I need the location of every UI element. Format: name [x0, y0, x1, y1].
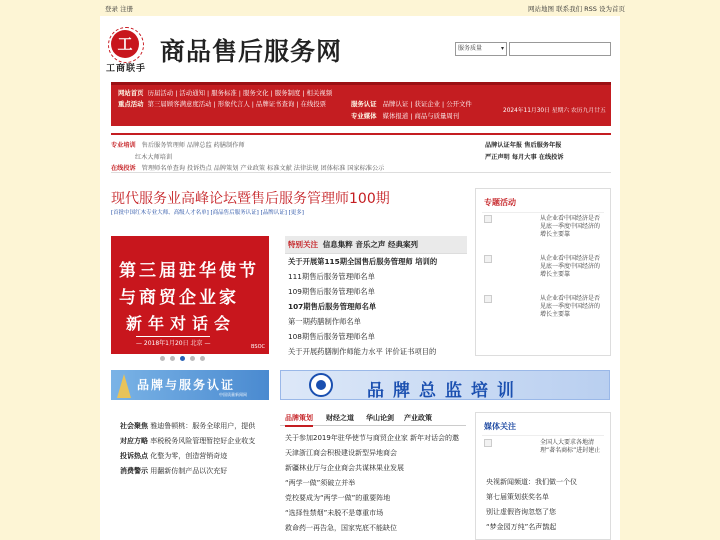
special-activities-box [475, 188, 611, 356]
banner-line2: 与商贸企业家 [119, 288, 239, 308]
nav-certification-label[interactable]: 服务认证 [351, 100, 377, 108]
sub-nav [111, 133, 611, 173]
news-item[interactable]: 天津浙江商会积极建设新型异地商会 [285, 449, 397, 457]
left-text-content[interactable]: 雅迪鲁顿桃：服务全球用户，提供 [150, 422, 256, 430]
nav-media-label[interactable]: 专业媒体 [351, 112, 377, 120]
thumbnail-icon [484, 295, 492, 303]
banner-line3: 新年对话会 [126, 314, 237, 333]
media-item[interactable]: 别让虚假咨询忽悠了您 [486, 508, 556, 516]
top-bar [0, 0, 720, 16]
carousel-dot[interactable] [160, 356, 165, 361]
divider [482, 212, 604, 213]
news-item[interactable]: 救命药一再告急，国家宪底不能缺位 [285, 524, 397, 532]
login-link[interactable]: 登录 [105, 5, 118, 13]
emblem-icon [309, 373, 333, 397]
search-category-select[interactable]: 服务质量 ▾ [455, 42, 507, 56]
left-text-label: 投诉热点 [120, 452, 148, 460]
divider [482, 435, 604, 436]
tab-industry-policy[interactable]: 产业政策 [404, 414, 432, 422]
thumbnail-icon [484, 255, 492, 263]
contact-link[interactable]: 联系我们 [556, 5, 583, 13]
thumbnail-icon[interactable] [484, 439, 492, 447]
left-text-label: 消费警示 [120, 467, 148, 475]
headline-link[interactable]: 现代服务业高峰论坛暨售后服务管理师100期 [111, 191, 390, 207]
special-item-text[interactable]: 从企业看中国经济是否见底一季度中国经济的增长主要靠 [540, 295, 601, 318]
focus-item[interactable]: 109期售后服务管理师名单 [288, 287, 375, 296]
carousel-dot[interactable] [200, 356, 205, 361]
brand-cert-sub: 中国质量新闻网 [219, 392, 247, 397]
training-items[interactable]: 售后服务管理师 品牌总监 药膳制作师 [141, 142, 245, 149]
thumbnail-icon [484, 215, 492, 223]
media-box [475, 412, 611, 540]
left-text-item[interactable] [120, 466, 227, 476]
redwood-training-link[interactable]: 红木大师培训 [135, 154, 173, 161]
banner-line1: 第三届驻华使节 [119, 261, 259, 281]
focus-header [285, 236, 467, 254]
top-left-links [105, 4, 133, 13]
rss-link[interactable]: RSS [584, 5, 597, 13]
left-text-content[interactable]: 化整为零，创造营销奇迹 [150, 452, 228, 460]
nav-row1-items[interactable]: 历届活动 | 活动通知 | 服务标准 | 服务文化 | 服务制度 | 相关视频 [147, 89, 333, 97]
logo-glyph: 工 [117, 34, 133, 53]
focus-item[interactable]: 107期售后服务管理师名单 [288, 302, 377, 311]
carousel-dots [160, 356, 205, 361]
left-text-item[interactable] [120, 451, 227, 461]
nav-row2-items[interactable]: 第三届顾客满意度活动 | 形象代言人 | 品牌证书查询 | 在线投票 [147, 100, 327, 108]
news-item[interactable]: “选择性禁烟”未脱不是尊重市场 [285, 509, 384, 517]
media-item[interactable]: 央视新闻频道：我们做一个仪 [486, 478, 577, 486]
tab-finance[interactable]: 财经之道 [326, 414, 354, 422]
special-item[interactable] [484, 215, 606, 249]
set-homepage-link[interactable]: 设为首页 [599, 5, 626, 13]
tab-huashan[interactable]: 华山论剑 [366, 414, 394, 422]
logo-icon[interactable] [111, 30, 139, 58]
left-text-content[interactable]: 用翻新仿制产品以次充好 [150, 467, 228, 475]
register-link[interactable]: 注册 [120, 5, 134, 13]
left-text-label: 社会聚焦 [120, 422, 148, 430]
nav-media-items[interactable]: 媒体报道 | 商品与质量周刊 [382, 112, 460, 120]
tab-special-focus[interactable]: 特别关注 [288, 240, 318, 249]
carousel-banner[interactable] [111, 236, 269, 354]
special-item[interactable] [484, 295, 606, 329]
media-item[interactable]: “梦金园万纯”名声鹊起 [486, 523, 557, 531]
site-title: 商品售后服务网 [160, 37, 343, 66]
special-item-text[interactable]: 从企业看中国经济是否见底一季度中国经济的增长主要靠 [540, 255, 601, 278]
focus-item[interactable]: 关于开展第115期全国售后服务管理师 培训的 [288, 257, 438, 266]
nav-key-events-label[interactable]: 重点活动 [118, 100, 144, 108]
tab-other-focus[interactable]: 信息集粹 音乐之声 经典案列 [322, 240, 419, 249]
complaint-items[interactable]: 管理师名单查询 投诉热点 品牌策划 产业政策 标准文献 法律法规 团体标准 国家标准公示 [141, 165, 385, 172]
complaint-label[interactable]: 在线投诉 [111, 165, 136, 172]
training-label[interactable]: 专业培训 [111, 142, 136, 149]
tower-icon [117, 374, 131, 398]
left-text-item[interactable] [120, 421, 255, 431]
search-input[interactable] [509, 42, 611, 56]
special-activities-title: 专题活动 [484, 198, 516, 207]
brand-cert-text: 品牌与服务认证 [137, 378, 236, 392]
special-item-text[interactable]: 从企业看中国经济是否见底一季度中国经济的增长主要靠 [540, 215, 601, 238]
brand-director-text: 品牌总监培训 [367, 381, 523, 400]
media-feature-text[interactable]: 全国人大要求各地清理“著名商标”进封建止 [540, 439, 601, 454]
carousel-dot[interactable] [170, 356, 175, 361]
main-nav [111, 82, 611, 126]
news-item[interactable]: 关于参加2019年驻华使节与商贸企业家 新年对话会的邀 [285, 434, 460, 442]
tab-brand-planning[interactable]: 品牌策划 [285, 413, 313, 427]
banner-mark: BSOC [251, 344, 265, 350]
nav-home-link[interactable]: 网站首页 [118, 89, 144, 97]
focus-item[interactable]: 108期售后服务管理师名单 [288, 332, 375, 341]
nav-cert-items[interactable]: 品牌认证 | 获证企业 | 公开文件 [382, 100, 472, 108]
carousel-dot[interactable] [190, 356, 195, 361]
news-tabs [280, 412, 466, 426]
left-text-label: 对应方略 [120, 437, 148, 445]
sitemap-link[interactable]: 网站地图 [528, 5, 554, 13]
news-item[interactable]: “两学一做”须破立并举 [285, 479, 356, 487]
logo-text: 工商联手 [106, 64, 147, 74]
media-title: 媒体关注 [484, 422, 516, 431]
special-item[interactable] [484, 255, 606, 289]
statement-links[interactable]: 严正声明 每月大事 在线投诉 [485, 154, 564, 161]
news-item[interactable]: 新疆林业厅与企业商会共谋林果业发展 [285, 464, 404, 472]
focus-item[interactable]: 关于开展药膳制作师能力水平 评价证书项目的 [288, 347, 437, 356]
brand-certification-banner[interactable] [111, 370, 269, 400]
date-text: 2024年11月30日 星期六 农历九月廿五 [503, 108, 606, 114]
top-right-links [528, 4, 625, 13]
focus-item[interactable]: 第一期药膳制作师名单 [288, 317, 361, 326]
headline-sublinks[interactable]: [首批中国红木专业大师、高级人才名单] [商品售后服务认证] [品牌认证] [更多] [111, 210, 304, 216]
left-text-item[interactable] [120, 436, 255, 446]
brand-director-banner[interactable] [280, 370, 610, 400]
left-text-content[interactable]: 率税税务风险管理暂控好企业收支 [150, 437, 256, 445]
carousel-dot-active[interactable] [180, 356, 185, 361]
annual-report-links[interactable]: 品牌认证年报 售后服务年报 [485, 142, 562, 149]
focus-item[interactable]: 111期售后服务管理师名单 [288, 272, 375, 281]
media-item[interactable]: 第七届策划获奖名单 [486, 493, 549, 501]
news-item[interactable]: 党校要成为“两学一做”的重要阵地 [285, 494, 391, 502]
banner-date: — 2018年1月20日 北京 — [136, 336, 210, 347]
